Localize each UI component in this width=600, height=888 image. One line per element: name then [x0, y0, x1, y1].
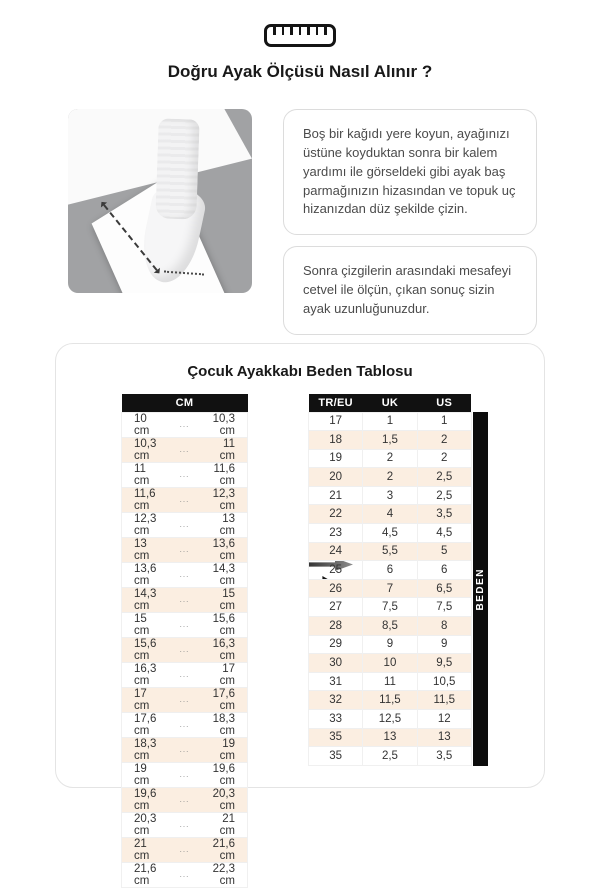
table-cell: ... [164, 762, 206, 787]
table-cell: 30 [309, 654, 363, 673]
cm-table-body [122, 412, 248, 887]
table-cell: ... [164, 787, 206, 812]
table-cell: 19,6 cm [122, 787, 164, 812]
table-cell: 21 [309, 486, 363, 505]
table-row [122, 562, 248, 587]
cm-table [121, 394, 248, 888]
table-cell: 20,3 cm [206, 787, 248, 812]
table-cell: 4,5 [417, 524, 471, 543]
table-cell: 32 [309, 691, 363, 710]
table-cell: 17,6 cm [206, 687, 248, 712]
table-cell: 14,3 cm [122, 587, 164, 612]
table-cell: 12 [417, 710, 471, 729]
table-cell: 21,6 cm [206, 837, 248, 862]
table-cell: 15,6 cm [122, 637, 164, 662]
table-row [122, 437, 248, 462]
sizes-table [308, 394, 472, 766]
table-cell: 8,5 [363, 617, 417, 636]
table-cell: 9 [363, 635, 417, 654]
table-header-row [122, 394, 248, 412]
table-cell: 16,3 cm [122, 662, 164, 687]
instruction-boxes [283, 109, 537, 335]
table-cell: 13 [417, 728, 471, 747]
table-cell: 4,5 [363, 524, 417, 543]
table-cell: 9,5 [417, 654, 471, 673]
table-cell: 11,6 cm [122, 487, 164, 512]
table-cell: 15 cm [206, 587, 248, 612]
table-row [309, 598, 472, 617]
table-row [309, 486, 472, 505]
table-cell: 9 [417, 635, 471, 654]
table-cell: 3 [363, 486, 417, 505]
table-row [122, 712, 248, 737]
table-cell: 1 [417, 412, 471, 431]
table-header-row [309, 394, 472, 412]
instruction-step-2-text: Sonra çizgilerin arasındaki mesafeyi cetvel ile ölçün, çıkan sonuç sizin ayak uzunluğunuzdur. [303, 263, 512, 316]
table-row [309, 691, 472, 710]
table-cell: 27 [309, 598, 363, 617]
table-cell: 2 [363, 468, 417, 487]
table-cell: 23 [309, 524, 363, 543]
table-cell: 2 [417, 449, 471, 468]
table-cell: 28 [309, 617, 363, 636]
table-cell: 26 [309, 579, 363, 598]
table-cell: 12,3 cm [122, 512, 164, 537]
table-row [309, 412, 472, 431]
table-cell: 20 [309, 468, 363, 487]
table-row [309, 449, 472, 468]
table-cell: 2,5 [417, 486, 471, 505]
table-cell: 5,5 [363, 542, 417, 561]
table-cell: 8 [417, 617, 471, 636]
table-cell: 11,5 [417, 691, 471, 710]
table-cell: 14,3 cm [206, 562, 248, 587]
size-chart-title: Çocuk Ayakkabı Beden Tablosu [187, 363, 413, 380]
table-row [309, 579, 472, 598]
table-cell: 10 cm [134, 412, 150, 437]
table-row [122, 537, 248, 562]
table-cell: 11 cm [122, 462, 164, 487]
table-cell: 19 cm [122, 762, 164, 787]
table-cell: ... [164, 687, 206, 712]
table-cell: 22 [309, 505, 363, 524]
table-row [122, 612, 248, 637]
table-row [122, 762, 248, 787]
table-cell: 20,3 cm [122, 812, 164, 837]
table-cell: 16,3 cm [206, 637, 248, 662]
table-cell: 31 [309, 672, 363, 691]
instruction-step-1: Boş bir kağıdı yere koyun, ayağınızı üstüne koyduktan sonra bir kalem yardımı ile görseldeki gibi ayak baş parmağınızın hizasından ve topuk uç hizanızdan düz şekilde çizin. [283, 109, 537, 235]
table-cell: 2,5 [363, 747, 417, 766]
sizes-table-body [309, 412, 472, 765]
table-cell: 12,3 cm [206, 487, 248, 512]
table-cell: ... [164, 462, 206, 487]
table-cell: 1,5 [363, 431, 417, 450]
table-cell: 5 [417, 542, 471, 561]
table-cell: 4 [363, 505, 417, 524]
table-row [309, 672, 472, 691]
table-cell: ... [164, 487, 206, 512]
table-cell: 13 [363, 728, 417, 747]
table-cell: 19 cm [206, 737, 248, 762]
size-chart-tables [56, 394, 544, 887]
beden-label: BEDEN [475, 567, 486, 611]
table-cell: 13 cm [206, 512, 248, 537]
table-cell: 18 [309, 431, 363, 450]
table-cell: 19,6 cm [206, 762, 248, 787]
table-cell: ... [164, 712, 206, 737]
table-cell: 35 [309, 747, 363, 766]
beden-side-bar [473, 412, 488, 766]
table-row [309, 561, 472, 580]
table-cell: ... [164, 512, 206, 537]
table-row [309, 654, 472, 673]
foot-measurement-image [68, 109, 252, 293]
table-row [122, 487, 248, 512]
table-cell: ... [164, 812, 206, 837]
table-cell: 15 cm [122, 612, 164, 637]
table-row [122, 862, 248, 887]
table-cell: 29 [309, 635, 363, 654]
table-cell: ... [164, 662, 206, 687]
ruler-icon [264, 24, 336, 47]
table-cell: 2 [417, 431, 471, 450]
table-cell: ... [164, 637, 206, 662]
table-cell: 21,6 cm [122, 862, 164, 887]
table-cell: 24 [309, 542, 363, 561]
col-header-uk: UK [363, 394, 417, 412]
instruction-step-2 [283, 246, 537, 335]
table-cell: ... [164, 537, 206, 562]
table-cell: 12,5 [363, 710, 417, 729]
table-row [309, 710, 472, 729]
table-row [309, 635, 472, 654]
table-cell: 2,5 [417, 468, 471, 487]
table-row [122, 512, 248, 537]
cm-header: CM [122, 394, 248, 412]
table-row [122, 837, 248, 862]
table-cell: 6 [363, 561, 417, 580]
how-to-section [68, 109, 537, 335]
table-cell: ... [164, 837, 206, 862]
table-cell: 21 cm [122, 837, 164, 862]
page-header [0, 0, 600, 82]
table-row [309, 747, 472, 766]
table-cell: 11,5 [363, 691, 417, 710]
table-cell: 10 [363, 654, 417, 673]
table-cell: 10,5 [417, 672, 471, 691]
col-header-us: US [417, 394, 471, 412]
table-cell: 18,3 cm [122, 737, 164, 762]
table-cell: 17 cm [206, 662, 248, 687]
table-row [122, 812, 248, 837]
table-cell: 17 [329, 415, 343, 428]
table-cell: 11 [363, 672, 417, 691]
table-cell: 1 [363, 412, 417, 431]
table-row [309, 431, 472, 450]
table-cell: 11,6 cm [206, 462, 248, 487]
table-cell: 25 [309, 561, 363, 580]
table-row [309, 505, 472, 524]
table-cell: ... [179, 420, 190, 429]
table-cell: 7 [363, 579, 417, 598]
table-cell: ... [164, 862, 206, 887]
table-cell: 7,5 [417, 598, 471, 617]
table-row [309, 524, 472, 543]
table-cell: ... [164, 562, 206, 587]
table-cell: ... [164, 737, 206, 762]
table-row [309, 468, 472, 487]
col-header-tr-eu: TR/EU [309, 394, 363, 412]
table-cell: 17,6 cm [122, 712, 164, 737]
table-cell: 6,5 [417, 579, 471, 598]
table-cell: 18,3 cm [206, 712, 248, 737]
table-cell: 33 [309, 710, 363, 729]
sock-leg [155, 118, 199, 219]
table-cell: ... [164, 587, 206, 612]
table-cell: 19 [309, 449, 363, 468]
table-cell: 2 [363, 449, 417, 468]
table-cell: 10,3 cm [122, 437, 164, 462]
table-cell: 3,5 [417, 505, 471, 524]
table-cell: ... [164, 437, 206, 462]
table-cell: 11 cm [206, 437, 248, 462]
table-cell: 21 cm [206, 812, 248, 837]
table-row [122, 737, 248, 762]
table-row [122, 637, 248, 662]
table-cell: 35 [309, 728, 363, 747]
page-title: Doğru Ayak Ölçüsü Nasıl Alınır ? [167, 62, 433, 81]
table-row [309, 542, 472, 561]
table-row [122, 687, 248, 712]
table-cell: 17 cm [122, 687, 164, 712]
size-chart-card [55, 343, 545, 887]
table-row [309, 617, 472, 636]
table-cell: 7,5 [363, 598, 417, 617]
table-cell: ... [164, 612, 206, 637]
table-row [122, 662, 248, 687]
table-cell: 15,6 cm [206, 612, 248, 637]
table-row [309, 728, 472, 747]
table-row [122, 462, 248, 487]
table-row [122, 587, 248, 612]
table-cell: 13 cm [122, 537, 164, 562]
table-row [122, 412, 248, 437]
table-cell: 13,6 cm [206, 537, 248, 562]
table-cell: 13,6 cm [122, 562, 164, 587]
table-cell: 22,3 cm [206, 862, 248, 887]
table-cell: 3,5 [417, 747, 471, 766]
table-cell: 6 [417, 561, 471, 580]
table-cell: 10,3 cm [212, 412, 235, 437]
